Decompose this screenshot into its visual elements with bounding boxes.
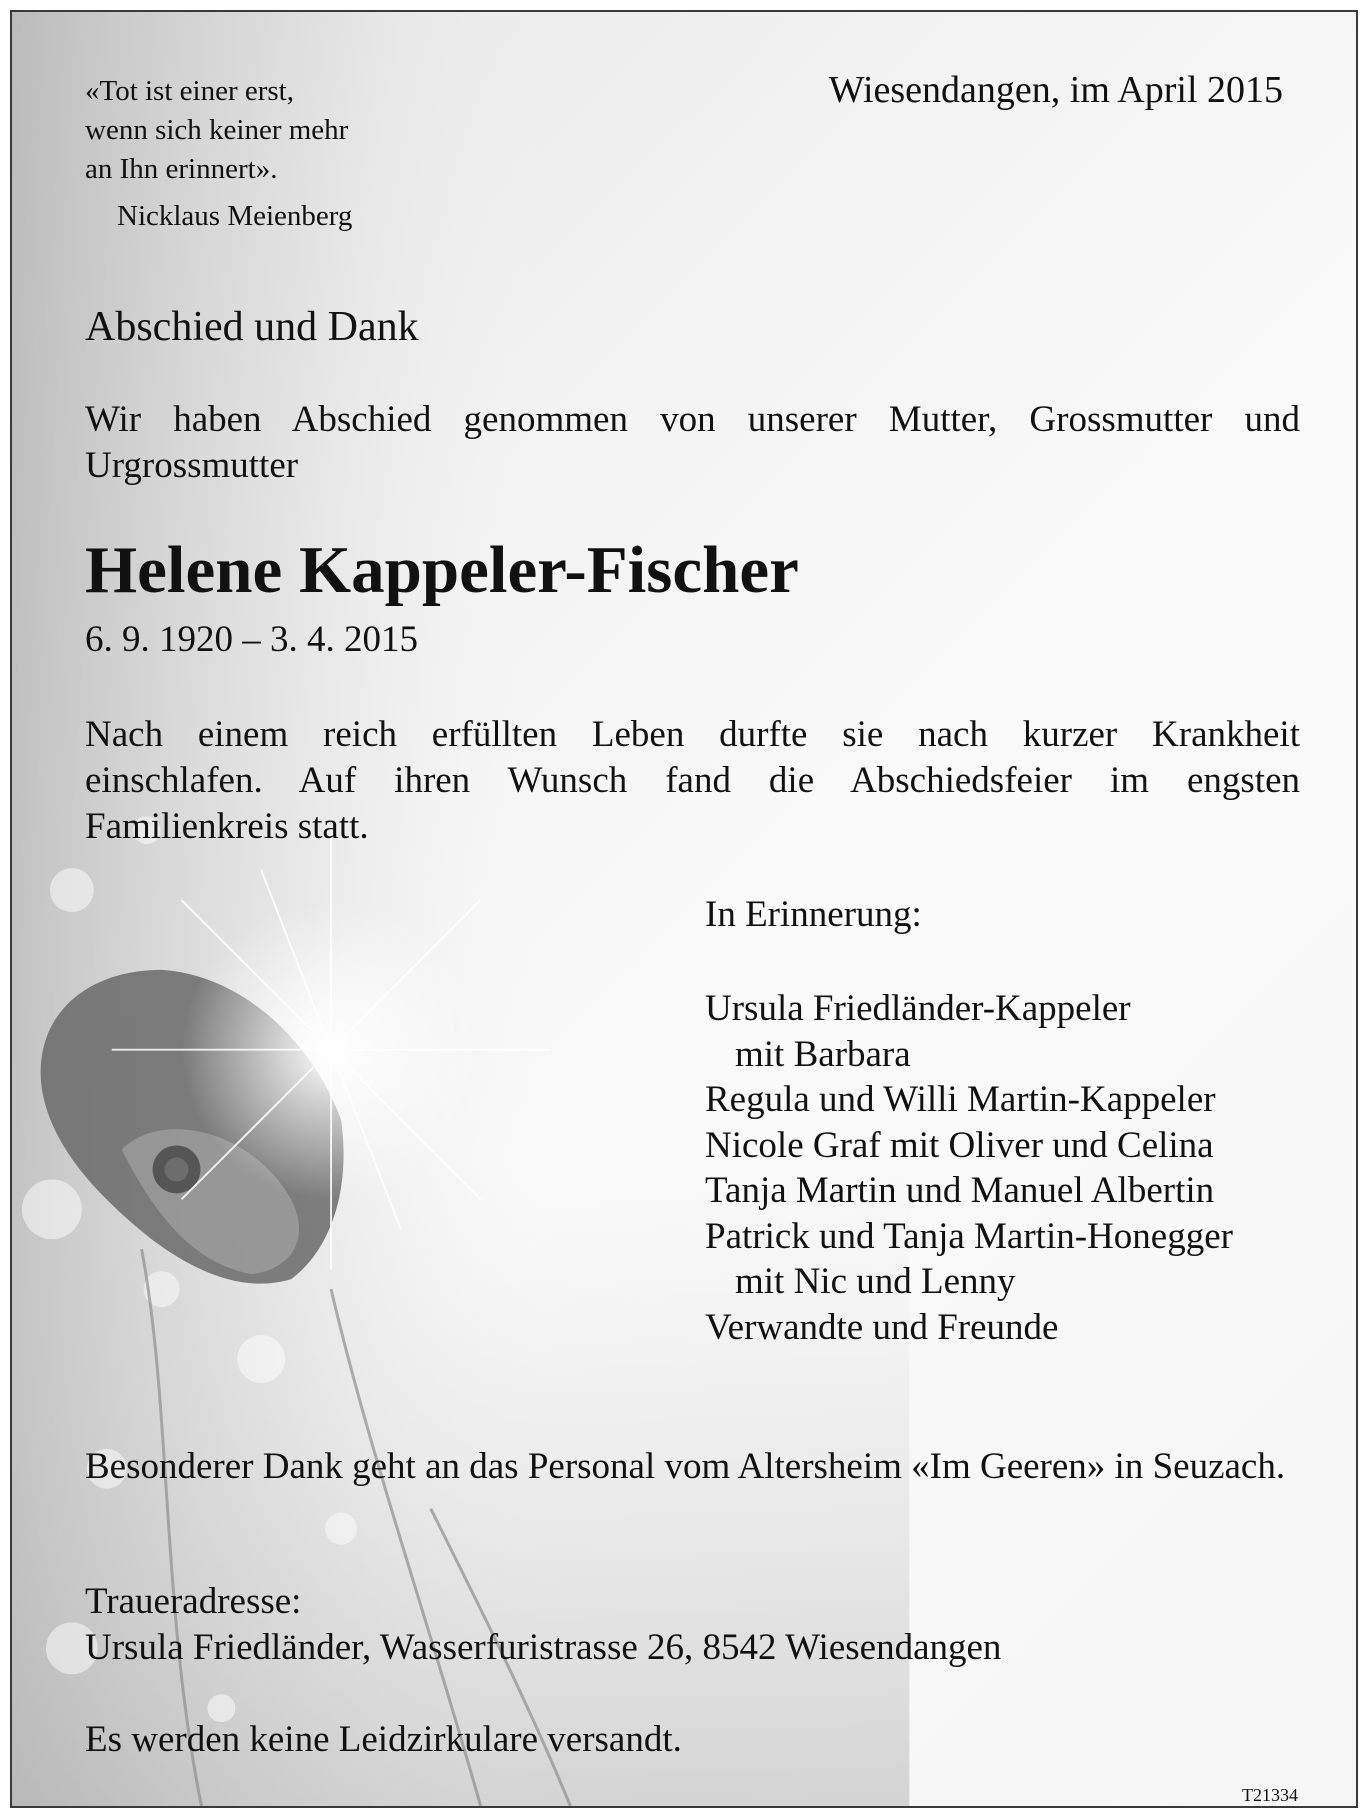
obituary-notice [10, 10, 1358, 1808]
mourner-entry: Regula und Willi Martin-Kappeler [705, 1079, 1216, 1120]
quote-line: wenn sich keiner mehr [85, 114, 349, 146]
farewell-paragraph [85, 712, 1300, 850]
notice-content [12, 12, 1356, 1806]
mourner-entry: Ursula Friedländer-Kappeler [705, 988, 1131, 1029]
mourner-entry: mit Barbara [735, 1033, 911, 1075]
paragraph-line: Familienkreis statt. [85, 806, 369, 847]
mourner-entry: Nicole Graf mit Oliver und Celina [705, 1124, 1214, 1166]
mourner-entry: mit Nic und Lenny [735, 1261, 1016, 1302]
deceased-name: Helene Kappeler-Fischer [85, 533, 799, 607]
special-thanks: Besonderer Dank geht an das Personal vom Altersheim «Im Geeren» in Seuzach. [85, 1446, 1286, 1487]
no-circulars-note: Es werden keine Leidzirkulare versandt. [85, 1719, 682, 1760]
mourner-entry: Tanja Martin und Manuel Albertin [705, 1170, 1215, 1211]
in-memory-label: In Erinnerung: [705, 894, 922, 935]
place-and-date: Wiesendangen, im April 2015 [828, 69, 1283, 111]
mourner-entry: Patrick und Tanja Martin-Honegger [705, 1215, 1233, 1257]
life-dates: 6. 9. 1920 – 3. 4. 2015 [85, 619, 418, 660]
intro-text: Wir haben Abschied genommen von unserer Mutter, Grossmutter und Urgrossmutter [85, 399, 1300, 486]
quote-author: Nicklaus Meienberg [117, 200, 353, 232]
mourners-list [705, 986, 1233, 1350]
mourning-address-label: Traueradresse: [85, 1581, 302, 1622]
quote-line: an Ihn erinnert». [85, 153, 278, 185]
reference-code: T21334 [1242, 1785, 1298, 1805]
mourner-entry: Verwandte und Freunde [705, 1306, 1059, 1348]
paragraph-line: einschlafen. Auf ihren Wunsch fand die Abschiedsfeier im engsten [85, 760, 1300, 801]
epigraph-quote [85, 72, 352, 236]
quote-line: «Tot ist einer erst, [85, 75, 294, 107]
mourning-address: Ursula Friedländer, Wasserfuristrasse 26, 8542 Wiesendangen [85, 1627, 1002, 1668]
paragraph-line: Nach einem reich erfüllten Leben durfte sie nach kurzer Krankheit [85, 714, 1300, 755]
notice-heading: Abschied und Dank [85, 304, 419, 350]
